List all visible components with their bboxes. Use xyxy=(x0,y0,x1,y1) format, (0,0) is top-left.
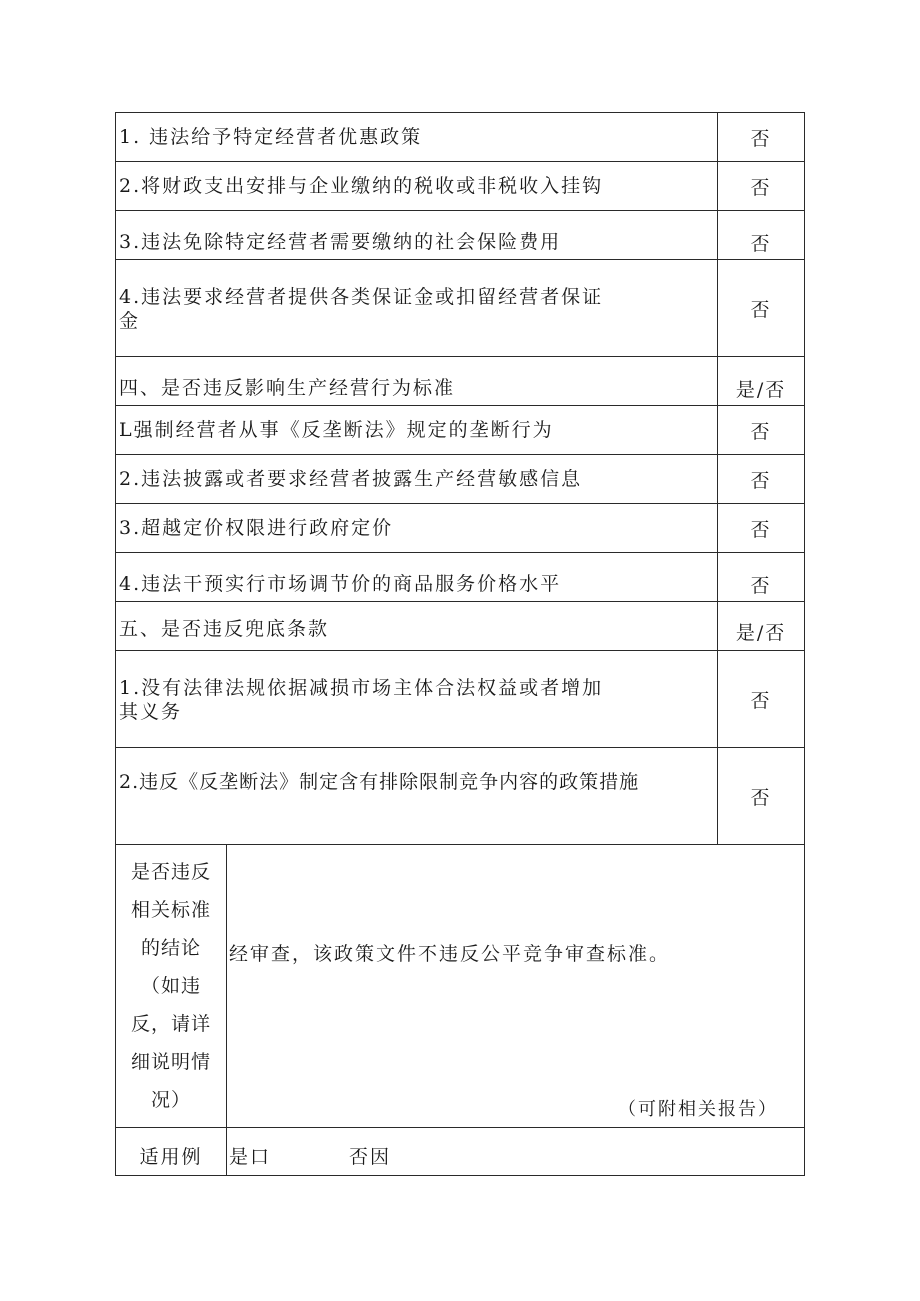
row-item-9 xyxy=(116,651,718,748)
table-row xyxy=(116,406,805,455)
row-answer-8: 否 xyxy=(718,553,805,602)
row-answer-5: 否 xyxy=(718,406,805,455)
row-item-9-line2: 其义务 xyxy=(119,701,183,723)
table-row xyxy=(116,260,805,357)
row-item-2: 2.将财政支出安排与企业缴纳的税收或非税收入挂钩 xyxy=(116,162,718,211)
table-row xyxy=(116,162,805,211)
table-row xyxy=(116,211,805,260)
row-item-7: 3.超越定价权限进行政府定价 xyxy=(116,504,718,553)
conclusion-label-line: 相关标准 xyxy=(130,899,211,921)
conclusion-label-line: （如违 xyxy=(140,975,201,997)
conclusion-text: 经审查，该政策文件不违反公平竞争审查标准。 xyxy=(229,943,671,965)
conclusion-label-line: 细说明情 xyxy=(130,1051,211,1073)
row-item-4 xyxy=(116,260,718,357)
row-answer-9: 否 xyxy=(718,651,805,748)
row-item-4-line2: 金 xyxy=(119,310,141,332)
table-row xyxy=(116,651,805,748)
table-row xyxy=(116,553,805,602)
apply-no-option[interactable]: 否因 xyxy=(349,1146,392,1168)
review-form xyxy=(115,112,804,1176)
section-five-answer: 是/否 xyxy=(718,602,805,651)
row-answer-10: 否 xyxy=(718,748,805,845)
row-item-4-line1: 4.违法要求经营者提供各类保证金或扣留经营者保证 xyxy=(119,286,604,308)
row-answer-3: 否 xyxy=(718,211,805,260)
conclusion-label-line: 反，请详 xyxy=(130,1013,211,1035)
section-four-answer: 是/否 xyxy=(718,357,805,406)
table-row xyxy=(116,504,805,553)
row-answer-4: 否 xyxy=(718,260,805,357)
apply-yes-option[interactable]: 是口 xyxy=(229,1146,272,1168)
section-four-title: 四、是否违反影响生产经营行为标准 xyxy=(116,357,718,406)
row-answer-1: 否 xyxy=(718,113,805,162)
table-row xyxy=(116,113,805,162)
apply-label: 适用例 xyxy=(116,1128,227,1176)
row-item-6: 2.违法披露或者要求经营者披露生产经营敏感信息 xyxy=(116,455,718,504)
table-row xyxy=(116,602,805,651)
conclusion-label xyxy=(116,845,227,1128)
table-row xyxy=(116,748,805,845)
section-five-title: 五、是否违反兜底条款 xyxy=(116,602,718,651)
conclusion-body xyxy=(227,845,805,1128)
apply-row xyxy=(116,1128,805,1176)
row-item-9-line1: 1.没有法律法规依据减损市场主体合法权益或者增加 xyxy=(119,677,604,699)
table-row xyxy=(116,455,805,504)
row-answer-6: 否 xyxy=(718,455,805,504)
row-item-3: 3.违法免除特定经营者需要缴纳的社会保险费用 xyxy=(116,211,718,260)
row-item-5: L强制经营者从事《反垄断法》规定的垄断行为 xyxy=(116,406,718,455)
conclusion-label-line: 的结论 xyxy=(140,937,201,959)
apply-options xyxy=(227,1128,805,1176)
row-answer-7: 否 xyxy=(718,504,805,553)
table-row xyxy=(116,357,805,406)
row-answer-2: 否 xyxy=(718,162,805,211)
row-item-10: 2.违反《反垄断法》制定含有排除限制竞争内容的政策措施 xyxy=(116,748,718,845)
conclusion-label-line: 况） xyxy=(150,1089,191,1111)
review-table xyxy=(115,112,805,1176)
row-item-8: 4.违法干预实行市场调节价的商品服务价格水平 xyxy=(116,553,718,602)
row-item-1: 1. 违法给予特定经营者优惠政策 xyxy=(116,113,718,162)
conclusion-label-line: 是否违反 xyxy=(130,861,211,883)
conclusion-note: （可附相关报告） xyxy=(618,1099,779,1120)
conclusion-row xyxy=(116,845,805,1128)
